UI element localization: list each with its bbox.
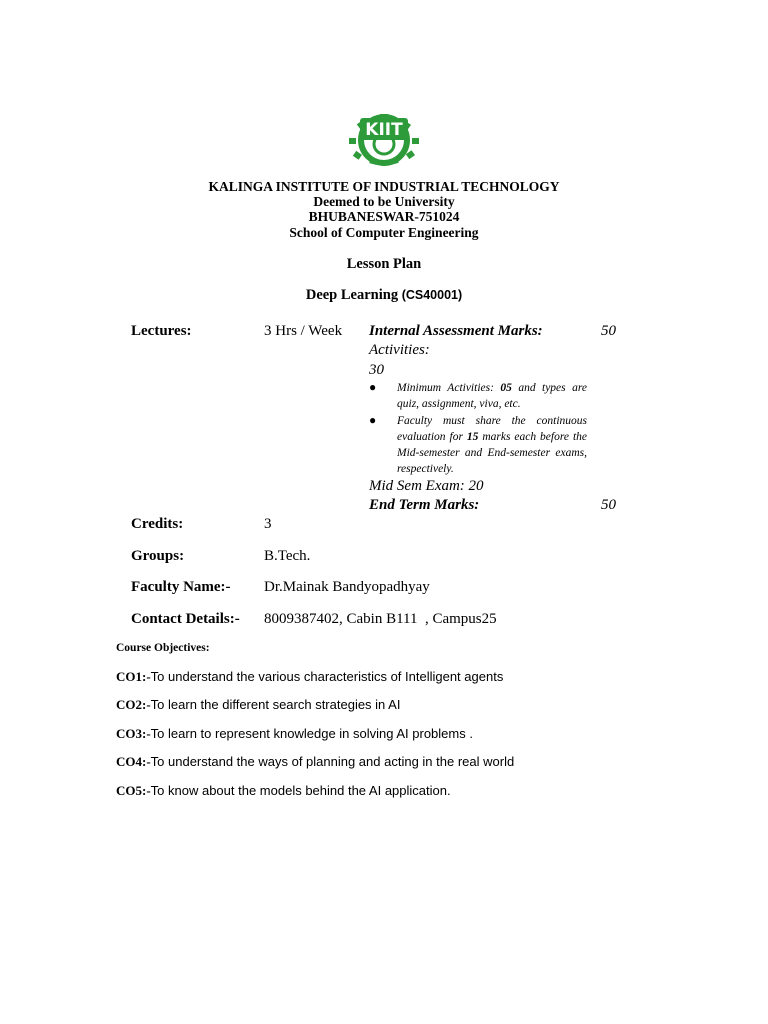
kiit-gear-icon (346, 112, 422, 166)
endterm-value: 50 (601, 497, 616, 513)
activities-value: 30 (369, 362, 384, 378)
lectures-label: Lectures: (131, 323, 192, 339)
objective-item: CO1:-To understand the various characteristics of Intelligent agents (116, 669, 504, 684)
contact-label: Contact Details:- (131, 611, 240, 627)
course-code: (CS40001) (401, 288, 463, 302)
credits-value: 3 (264, 516, 272, 532)
bullet-icon: ● (369, 413, 377, 427)
midsem-exam: Mid Sem Exam: 20 (369, 478, 484, 494)
endterm-label: End Term Marks: (369, 497, 480, 513)
objective-item: CO2:-To learn the different search strategies in AI (116, 697, 401, 712)
bullet-continuous-evaluation: Faculty must share the continuous evaluation for 15 marks each before the Mid-semester and End-semester exams, respectively. (397, 415, 587, 475)
credits-label: Credits: (131, 516, 184, 532)
internal-marks-label: Internal Assessment Marks: (369, 323, 543, 339)
course-title (0, 288, 768, 304)
internal-marks-value: 50 (601, 323, 616, 339)
faculty-value: Dr.Mainak Bandyopadhyay (264, 579, 430, 595)
objective-item: CO5:-To know about the models behind the AI application. (116, 783, 451, 798)
faculty-label: Faculty Name:- (131, 579, 231, 595)
logo-text: KIIT (365, 120, 403, 140)
institute-name: KALINGA INSTITUTE OF INDUSTRIAL TECHNOLOGY (208, 179, 560, 194)
course-name: Deep Learning (305, 287, 399, 303)
school-name: School of Computer Engineering (289, 225, 479, 240)
doc-type: Lesson Plan (346, 256, 422, 272)
city-pin: BHUBANESWAR-751024 (308, 209, 460, 224)
objective-item: CO4:-To understand the ways of planning and acting in the real world (116, 754, 515, 769)
contact-value: 8009387402, Cabin B111 , Campus25 (264, 611, 497, 627)
lectures-value: 3 Hrs / Week (264, 323, 343, 339)
activities-label: Activities: (369, 342, 430, 358)
groups-value: B.Tech. (264, 548, 311, 564)
objectives-heading: Course Objectives: (116, 642, 210, 654)
bullet-minimum-activities: Minimum Activities: 05 and types are quiz, assignment, viva, etc. (397, 382, 587, 410)
groups-label: Groups: (131, 548, 185, 564)
bullet-icon: ● (369, 380, 377, 394)
kiit-logo (346, 112, 422, 166)
objective-item: CO3:-To learn to represent knowledge in solving AI problems . (116, 726, 473, 741)
deemed-university: Deemed to be University (313, 194, 455, 209)
